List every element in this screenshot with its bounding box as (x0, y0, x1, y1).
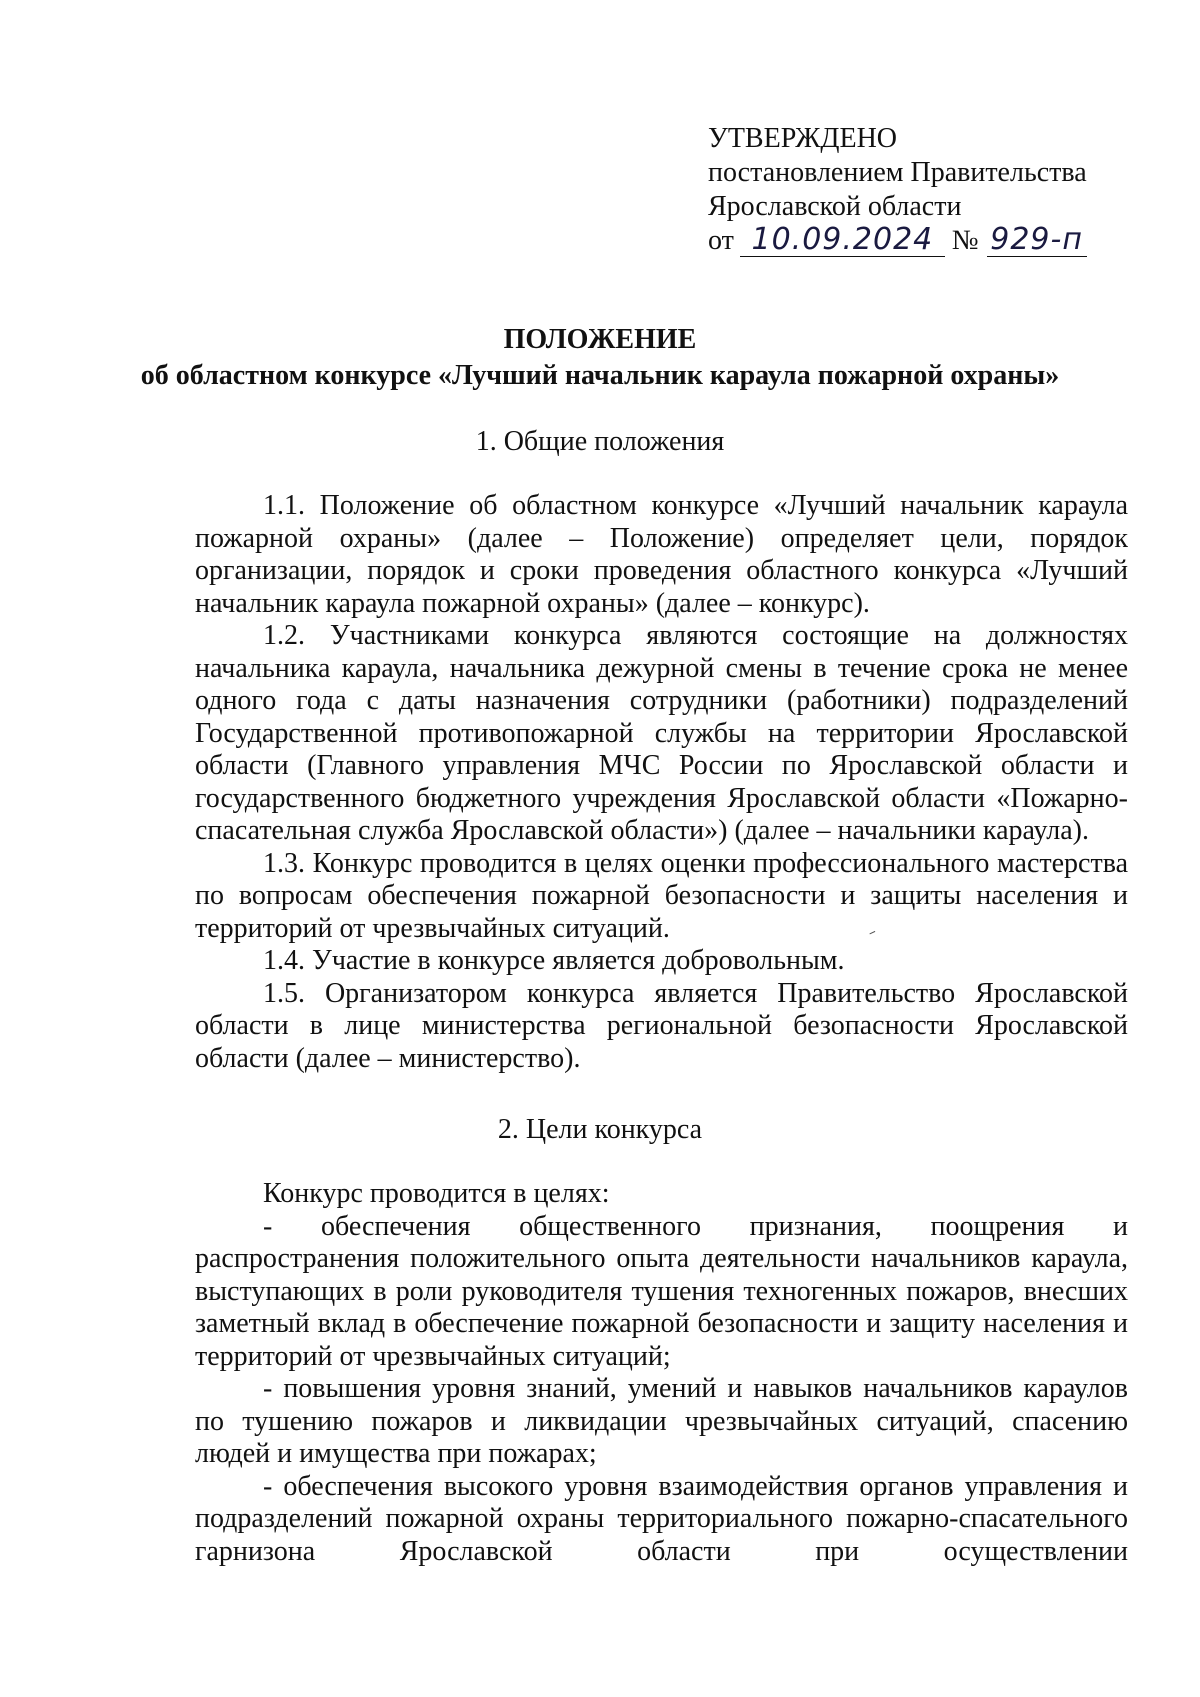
number-field (987, 222, 1087, 257)
number-prefix: № (951, 225, 979, 256)
document-subtitle: об областном конкурсе «Лучший начальник караула пожарной охраны» (140, 360, 1060, 391)
approval-block (708, 122, 1087, 258)
section-1-heading: 1. Общие положения (475, 426, 725, 457)
paragraph-1-5: 1.5. Организатором конкурса является Правительство Ярославской области в лице министерства региональной безопасности Ярославской области (далее – министерство). (195, 977, 1128, 1074)
number-handwritten: 929-п (990, 222, 1083, 257)
goal-item-2: - повышения уровня знаний, умений и навыков начальников караулов по тушению пожаров и ликвидации чрезвычайных ситуаций, спасению людей и имущества при пожарах; (195, 1373, 1128, 1469)
goal-item-3: - обеспечения высокого уровня взаимодействия органов управления и подразделений пожарной охраны территориального пожарно-спасательного гарнизона Ярославской области при осуществлении (195, 1470, 1128, 1567)
goal-item-1: - обеспечения общественного признания, поощрения и распространения положительного опыта деятельности начальников караула, выступающих в роли руководителя тушения техногенных пожаров, внесших заметный вклад в обеспечение пожарной безопасности и защиту населения и территорий от чрезвычайных ситуаций; (195, 1210, 1128, 1372)
paragraph-1-3: 1.3. Конкурс проводится в целях оценки профессионального мастерства по вопросам обеспечения пожарной безопасности и защиты населения и территорий от чрезвычайных ситуаций. (195, 847, 1128, 944)
date-prefix: от (708, 225, 734, 256)
approval-line-1: постановлением Правительства (708, 157, 1087, 188)
section-1-body (195, 490, 1128, 1075)
paragraph-1-4: 1.4. Участие в конкурсе является добровольным. (263, 945, 845, 976)
approval-date-line (708, 224, 1087, 258)
date-field (740, 222, 945, 257)
approval-heading: УТВЕРЖДЕНО (708, 123, 898, 154)
section-2-body (195, 1178, 1128, 1568)
approval-line-2: Ярославской области (708, 191, 962, 222)
date-handwritten: 10.09.2024 (751, 222, 934, 257)
paragraph-1-1: 1.1. Положение об областном конкурсе «Лучший начальник караула пожарной охраны» (далее – Положение) определяет цели, порядок организации, порядок и сроки проведения областного конкурса «Лучший начальник караула пожарной охраны» (далее – конкурс). (195, 490, 1128, 619)
paragraph-1-2: 1.2. Участниками конкурса являются состоящие на должностях начальника караула, начальника дежурной смены в течение срока не менее одного года с даты назначения сотрудники (работники) подразделений Государственной противопожарной службы на территории Ярославской области (Главного управления МЧС России по Ярославской области и государственного бюджетного учреждения Ярославской области «Пожарно-спасательная служба Ярославской области») (далее – начальники караула). (195, 620, 1128, 846)
section-2-heading: 2. Цели конкурса (497, 1114, 703, 1145)
document-title: ПОЛОЖЕНИЕ (503, 324, 697, 355)
section-2-intro: Конкурс проводится в целях: (263, 1178, 610, 1209)
